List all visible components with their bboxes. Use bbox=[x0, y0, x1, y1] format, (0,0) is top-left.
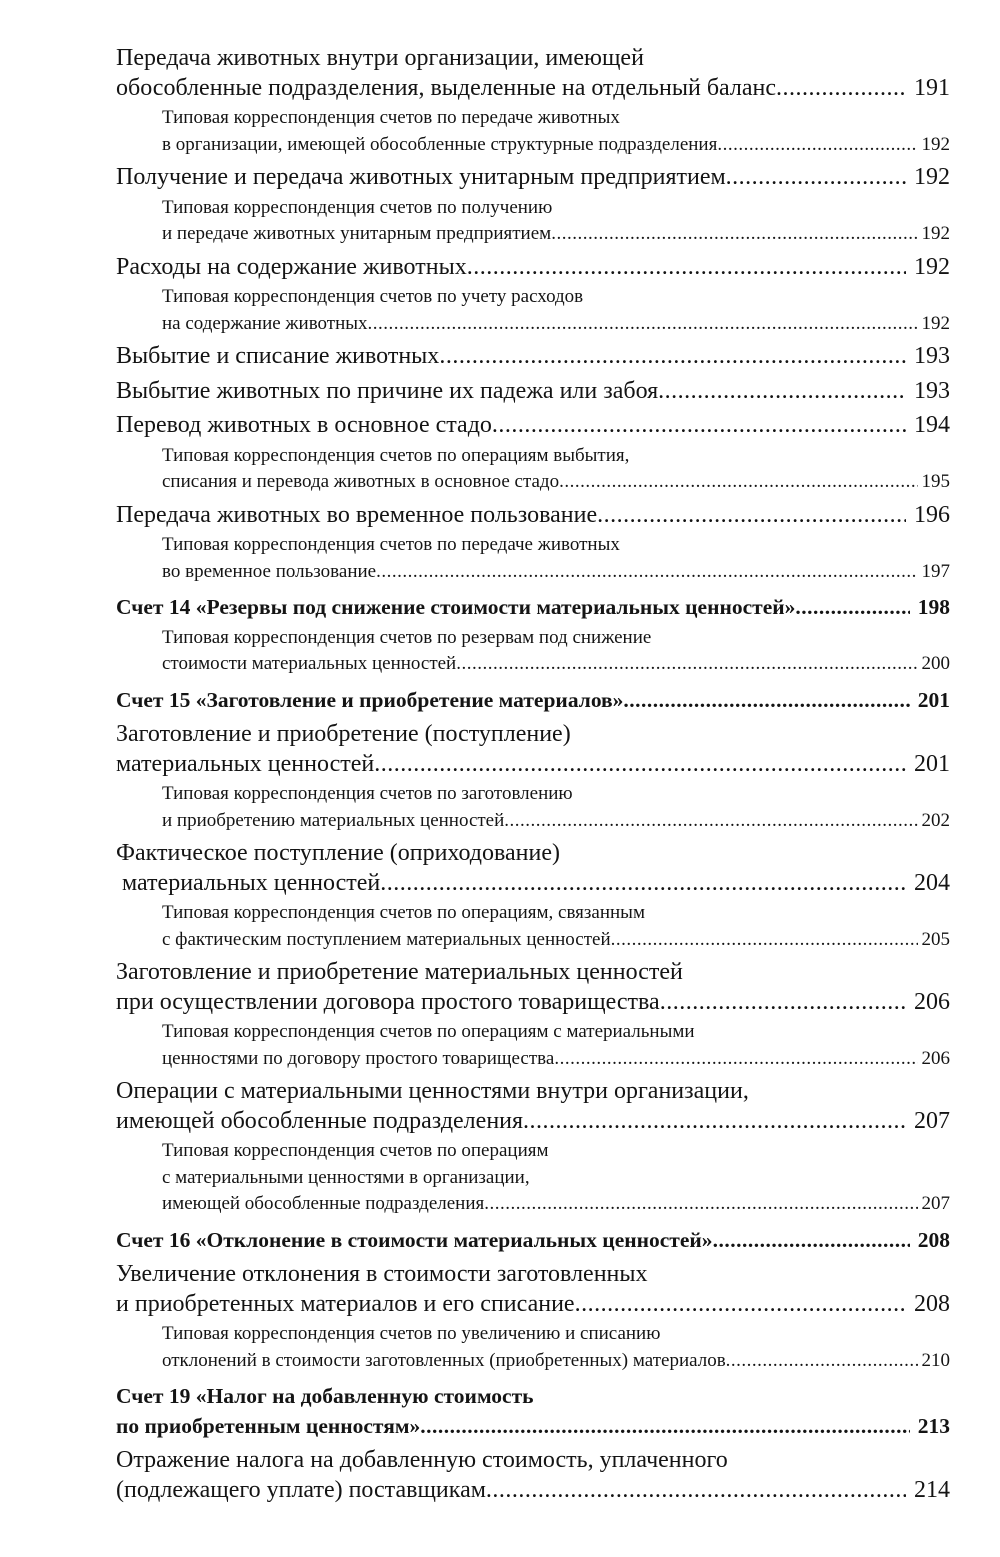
toc-entry-text: имеющей обособленные подразделения bbox=[116, 1107, 524, 1134]
toc-entry bbox=[116, 1260, 950, 1319]
toc-entry bbox=[116, 163, 950, 193]
toc-entry-text: имеющей обособленные подразделения bbox=[162, 1193, 485, 1214]
toc-section-heading bbox=[116, 686, 950, 716]
toc-entry-text: (подлежащего уплате) поставщикам bbox=[116, 1476, 486, 1503]
dot-leader bbox=[374, 750, 906, 780]
toc-entry-text: Типовая корреспонденция счетов по получению bbox=[162, 196, 553, 218]
toc-entry-text: Типовая корреспонденция счетов по резервам под снижение bbox=[162, 626, 652, 648]
toc-entry-text: Счет 15 «Заготовление и приобретение материалов» bbox=[116, 687, 624, 712]
page-number: 202 bbox=[921, 809, 950, 831]
dot-leader bbox=[717, 132, 917, 159]
dot-leader bbox=[611, 927, 918, 954]
dot-leader bbox=[597, 501, 906, 531]
toc-line bbox=[116, 1077, 950, 1107]
dot-leader bbox=[795, 593, 909, 623]
toc-entry bbox=[116, 501, 950, 531]
toc-line bbox=[162, 900, 950, 927]
toc-subentry bbox=[162, 532, 950, 585]
dot-leader bbox=[776, 74, 906, 104]
toc-subentry bbox=[162, 284, 950, 337]
toc-entry-text: с материальными ценностями в организации, bbox=[162, 1166, 530, 1188]
page-number: 193 bbox=[914, 343, 950, 369]
page-number: 207 bbox=[914, 1107, 950, 1134]
toc-line bbox=[116, 342, 950, 372]
toc-line bbox=[116, 163, 950, 193]
dot-leader bbox=[551, 221, 917, 248]
toc-entry-text: Отражение налога на добавленную стоимость, уплаченного bbox=[116, 1447, 728, 1473]
toc-subentry bbox=[162, 443, 950, 496]
toc-line bbox=[116, 74, 950, 104]
toc-entry-text: Типовая корреспонденция счетов по операциям bbox=[162, 1140, 549, 1161]
toc-entry-text: Типовая корреспонденция счетов по заготовлению bbox=[162, 783, 573, 804]
page-number: 207 bbox=[921, 1193, 950, 1214]
toc-line bbox=[162, 1321, 950, 1348]
toc-line bbox=[116, 988, 950, 1018]
toc-entry-text: Передача животных внутри организации, имеющей bbox=[116, 45, 644, 71]
toc-entry-text: при осуществлении договора простого товарищества bbox=[116, 988, 660, 1015]
toc-entry-text: на содержание животных bbox=[162, 312, 368, 334]
toc-line bbox=[162, 1046, 950, 1073]
page-number: 200 bbox=[921, 653, 950, 674]
toc-line bbox=[162, 284, 950, 311]
toc-line bbox=[162, 625, 950, 652]
toc-line bbox=[116, 253, 950, 283]
page-number: 206 bbox=[914, 988, 950, 1015]
toc-entry bbox=[116, 377, 950, 407]
dot-leader bbox=[623, 686, 909, 716]
toc-entry-text: Выбытие и списание животных bbox=[116, 343, 440, 369]
toc-line bbox=[116, 1226, 950, 1256]
toc-line bbox=[162, 781, 950, 808]
toc-line bbox=[116, 958, 950, 988]
dot-leader bbox=[504, 808, 917, 835]
toc-entry-text: материальных ценностей bbox=[122, 869, 381, 896]
toc-line bbox=[116, 869, 950, 899]
toc-entry bbox=[116, 342, 950, 372]
toc-line bbox=[162, 559, 950, 586]
toc-line bbox=[116, 839, 950, 869]
dot-leader bbox=[554, 1046, 917, 1073]
toc-entry bbox=[116, 958, 950, 1017]
page-number: 214 bbox=[914, 1476, 950, 1503]
toc-entry-text: Операции с материальными ценностями внутри организации, bbox=[116, 1078, 749, 1104]
page-number: 193 bbox=[914, 377, 950, 404]
page-number: 198 bbox=[917, 595, 950, 619]
toc-subentry bbox=[162, 1019, 950, 1072]
toc-line bbox=[162, 195, 950, 222]
toc-entry-text: по приобретенным ценностям» bbox=[116, 1413, 421, 1438]
toc-entry-text: списания и перевода животных в основное стадо bbox=[162, 471, 560, 492]
dot-leader bbox=[486, 1476, 906, 1506]
toc-entry-text: Фактическое поступление (оприходование) bbox=[116, 840, 561, 866]
toc-line bbox=[116, 686, 950, 716]
toc-line bbox=[116, 377, 950, 407]
toc-entry bbox=[116, 253, 950, 283]
toc-subentry bbox=[162, 105, 950, 158]
dot-leader bbox=[726, 1348, 918, 1375]
toc-entry-text: Расходы на содержание животных bbox=[116, 253, 467, 280]
toc-entry-text: Типовая корреспонденция счетов по операциям с материальными bbox=[162, 1021, 695, 1042]
toc-line bbox=[116, 1107, 950, 1137]
dot-leader bbox=[484, 1191, 917, 1218]
dot-leader bbox=[575, 1290, 906, 1320]
page-number: 192 bbox=[914, 164, 950, 190]
page-number: 192 bbox=[921, 223, 950, 244]
page-number: 210 bbox=[921, 1349, 950, 1371]
dot-leader bbox=[660, 988, 906, 1018]
page-number: 196 bbox=[914, 501, 950, 528]
toc-section-heading bbox=[116, 593, 950, 623]
toc-entry-text: Типовая корреспонденция счетов по учету расходов bbox=[162, 286, 584, 307]
page-number: 208 bbox=[914, 1290, 950, 1317]
toc-line bbox=[116, 720, 950, 750]
toc-entry-text: Счет 19 «Налог на добавленную стоимость bbox=[116, 1384, 534, 1408]
toc-entry-text: Передача животных во временное пользование bbox=[116, 501, 598, 528]
page-number: 201 bbox=[914, 750, 950, 777]
page-number: 192 bbox=[914, 253, 950, 280]
toc-line bbox=[116, 501, 950, 531]
toc-section-heading bbox=[116, 1382, 950, 1441]
toc-entry-text: материальных ценностей bbox=[116, 750, 375, 777]
toc-entry bbox=[116, 1446, 950, 1505]
toc-line bbox=[162, 443, 950, 470]
toc-entry bbox=[116, 1077, 950, 1136]
dot-leader bbox=[439, 342, 906, 372]
toc-line bbox=[162, 1165, 950, 1192]
toc-entry-text: и приобретенных материалов и его списание bbox=[116, 1290, 575, 1317]
toc-line bbox=[116, 1476, 950, 1506]
toc-line bbox=[162, 311, 950, 338]
page-number: 206 bbox=[921, 1047, 950, 1069]
toc-subentry bbox=[162, 1321, 950, 1374]
toc-entry-text: Перевод животных в основное стадо bbox=[116, 412, 492, 438]
toc-entry-text: обособленные подразделения, выделенные на отдельный баланс bbox=[116, 74, 777, 101]
toc-entry-text: в организации, имеющей обособленные структурные подразделения bbox=[162, 133, 718, 155]
page-number: 194 bbox=[914, 412, 950, 438]
page-number: 195 bbox=[921, 471, 950, 492]
page-number: 213 bbox=[917, 1413, 950, 1438]
toc-line bbox=[116, 750, 950, 780]
toc-entry-text: во временное пользование bbox=[162, 560, 377, 582]
dot-leader bbox=[456, 651, 917, 678]
dot-leader bbox=[368, 311, 918, 338]
toc-entry-text: Выбытие животных по причине их падежа или забоя bbox=[116, 377, 659, 404]
toc-line bbox=[116, 1446, 950, 1476]
toc-line bbox=[162, 469, 950, 496]
toc-entry-text: Типовая корреспонденция счетов по увеличению и списанию bbox=[162, 1323, 661, 1344]
toc-line bbox=[116, 593, 950, 623]
toc-entry-text: Увеличение отклонения в стоимости заготовленных bbox=[116, 1261, 648, 1287]
toc-subentry bbox=[162, 195, 950, 248]
dot-leader bbox=[559, 469, 917, 496]
toc-entry-text: Счет 16 «Отклонение в стоимости материальных ценностей» bbox=[116, 1227, 713, 1252]
page-number: 201 bbox=[917, 687, 950, 712]
toc-line bbox=[162, 532, 950, 559]
toc-line bbox=[116, 44, 950, 74]
toc-line bbox=[162, 1019, 950, 1046]
toc-entry-text: Заготовление и приобретение (поступление) bbox=[116, 721, 571, 747]
dot-leader bbox=[380, 869, 906, 899]
toc-line bbox=[116, 1412, 950, 1442]
toc-entry-text: Типовая корреспонденция счетов по передаче животных bbox=[162, 534, 620, 555]
toc-entry-text: и передаче животных унитарным предприятием bbox=[162, 223, 552, 244]
toc-line bbox=[162, 1348, 950, 1375]
page-number: 192 bbox=[921, 133, 950, 155]
toc-entry-text: Заготовление и приобретение материальных ценностей bbox=[116, 959, 683, 985]
toc-subentry bbox=[162, 1138, 950, 1218]
toc-entry-text: с фактическим поступлением материальных ценностей bbox=[162, 928, 611, 950]
toc-entry-text: Типовая корреспонденция счетов по операциям выбытия, bbox=[162, 444, 630, 466]
page-number: 191 bbox=[914, 74, 950, 101]
toc-line bbox=[162, 132, 950, 159]
dot-leader bbox=[420, 1412, 910, 1442]
toc-subentry bbox=[162, 625, 950, 678]
toc-entry-text: ценностями по договору простого товарищества bbox=[162, 1047, 555, 1069]
toc-line bbox=[162, 651, 950, 678]
page-number: 192 bbox=[921, 312, 950, 334]
toc-entry bbox=[116, 411, 950, 441]
toc-entry bbox=[116, 839, 950, 898]
toc-line bbox=[116, 1260, 950, 1290]
dot-leader bbox=[523, 1107, 906, 1137]
dot-leader bbox=[376, 559, 917, 586]
dot-leader bbox=[726, 163, 906, 193]
toc-line bbox=[162, 1138, 950, 1165]
dot-leader bbox=[713, 1226, 910, 1256]
toc-entry-text: Типовая корреспонденция счетов по передаче животных bbox=[162, 107, 620, 128]
toc-subentry bbox=[162, 900, 950, 953]
toc-line bbox=[162, 105, 950, 132]
page-number: 208 bbox=[917, 1227, 950, 1252]
toc-entry-text: Типовая корреспонденция счетов по операциям, связанным bbox=[162, 902, 645, 923]
toc-entry bbox=[116, 44, 950, 103]
toc-line bbox=[162, 221, 950, 248]
toc-entry-text: стоимости материальных ценностей bbox=[162, 653, 457, 674]
toc-line bbox=[116, 1382, 950, 1412]
toc-entry-text: Счет 14 «Резервы под снижение стоимости материальных ценностей» bbox=[116, 595, 796, 619]
page-number: 204 bbox=[914, 869, 950, 896]
toc-line bbox=[116, 411, 950, 441]
table-of-contents bbox=[116, 44, 950, 1505]
toc-line bbox=[162, 927, 950, 954]
dot-leader bbox=[658, 377, 906, 407]
dot-leader bbox=[467, 253, 906, 283]
toc-section-heading bbox=[116, 1226, 950, 1256]
toc-subentry bbox=[162, 781, 950, 834]
page-number: 205 bbox=[921, 928, 950, 950]
toc-line bbox=[162, 808, 950, 835]
toc-entry bbox=[116, 720, 950, 779]
dot-leader bbox=[492, 411, 906, 441]
page-number: 197 bbox=[921, 560, 950, 582]
toc-line bbox=[116, 1290, 950, 1320]
toc-line bbox=[162, 1191, 950, 1218]
toc-entry-text: Получение и передача животных унитарным предприятием bbox=[116, 164, 726, 190]
toc-entry-text: отклонений в стоимости заготовленных (приобретенных) материалов bbox=[162, 1349, 726, 1371]
toc-entry-text: и приобретению материальных ценностей bbox=[162, 809, 505, 831]
